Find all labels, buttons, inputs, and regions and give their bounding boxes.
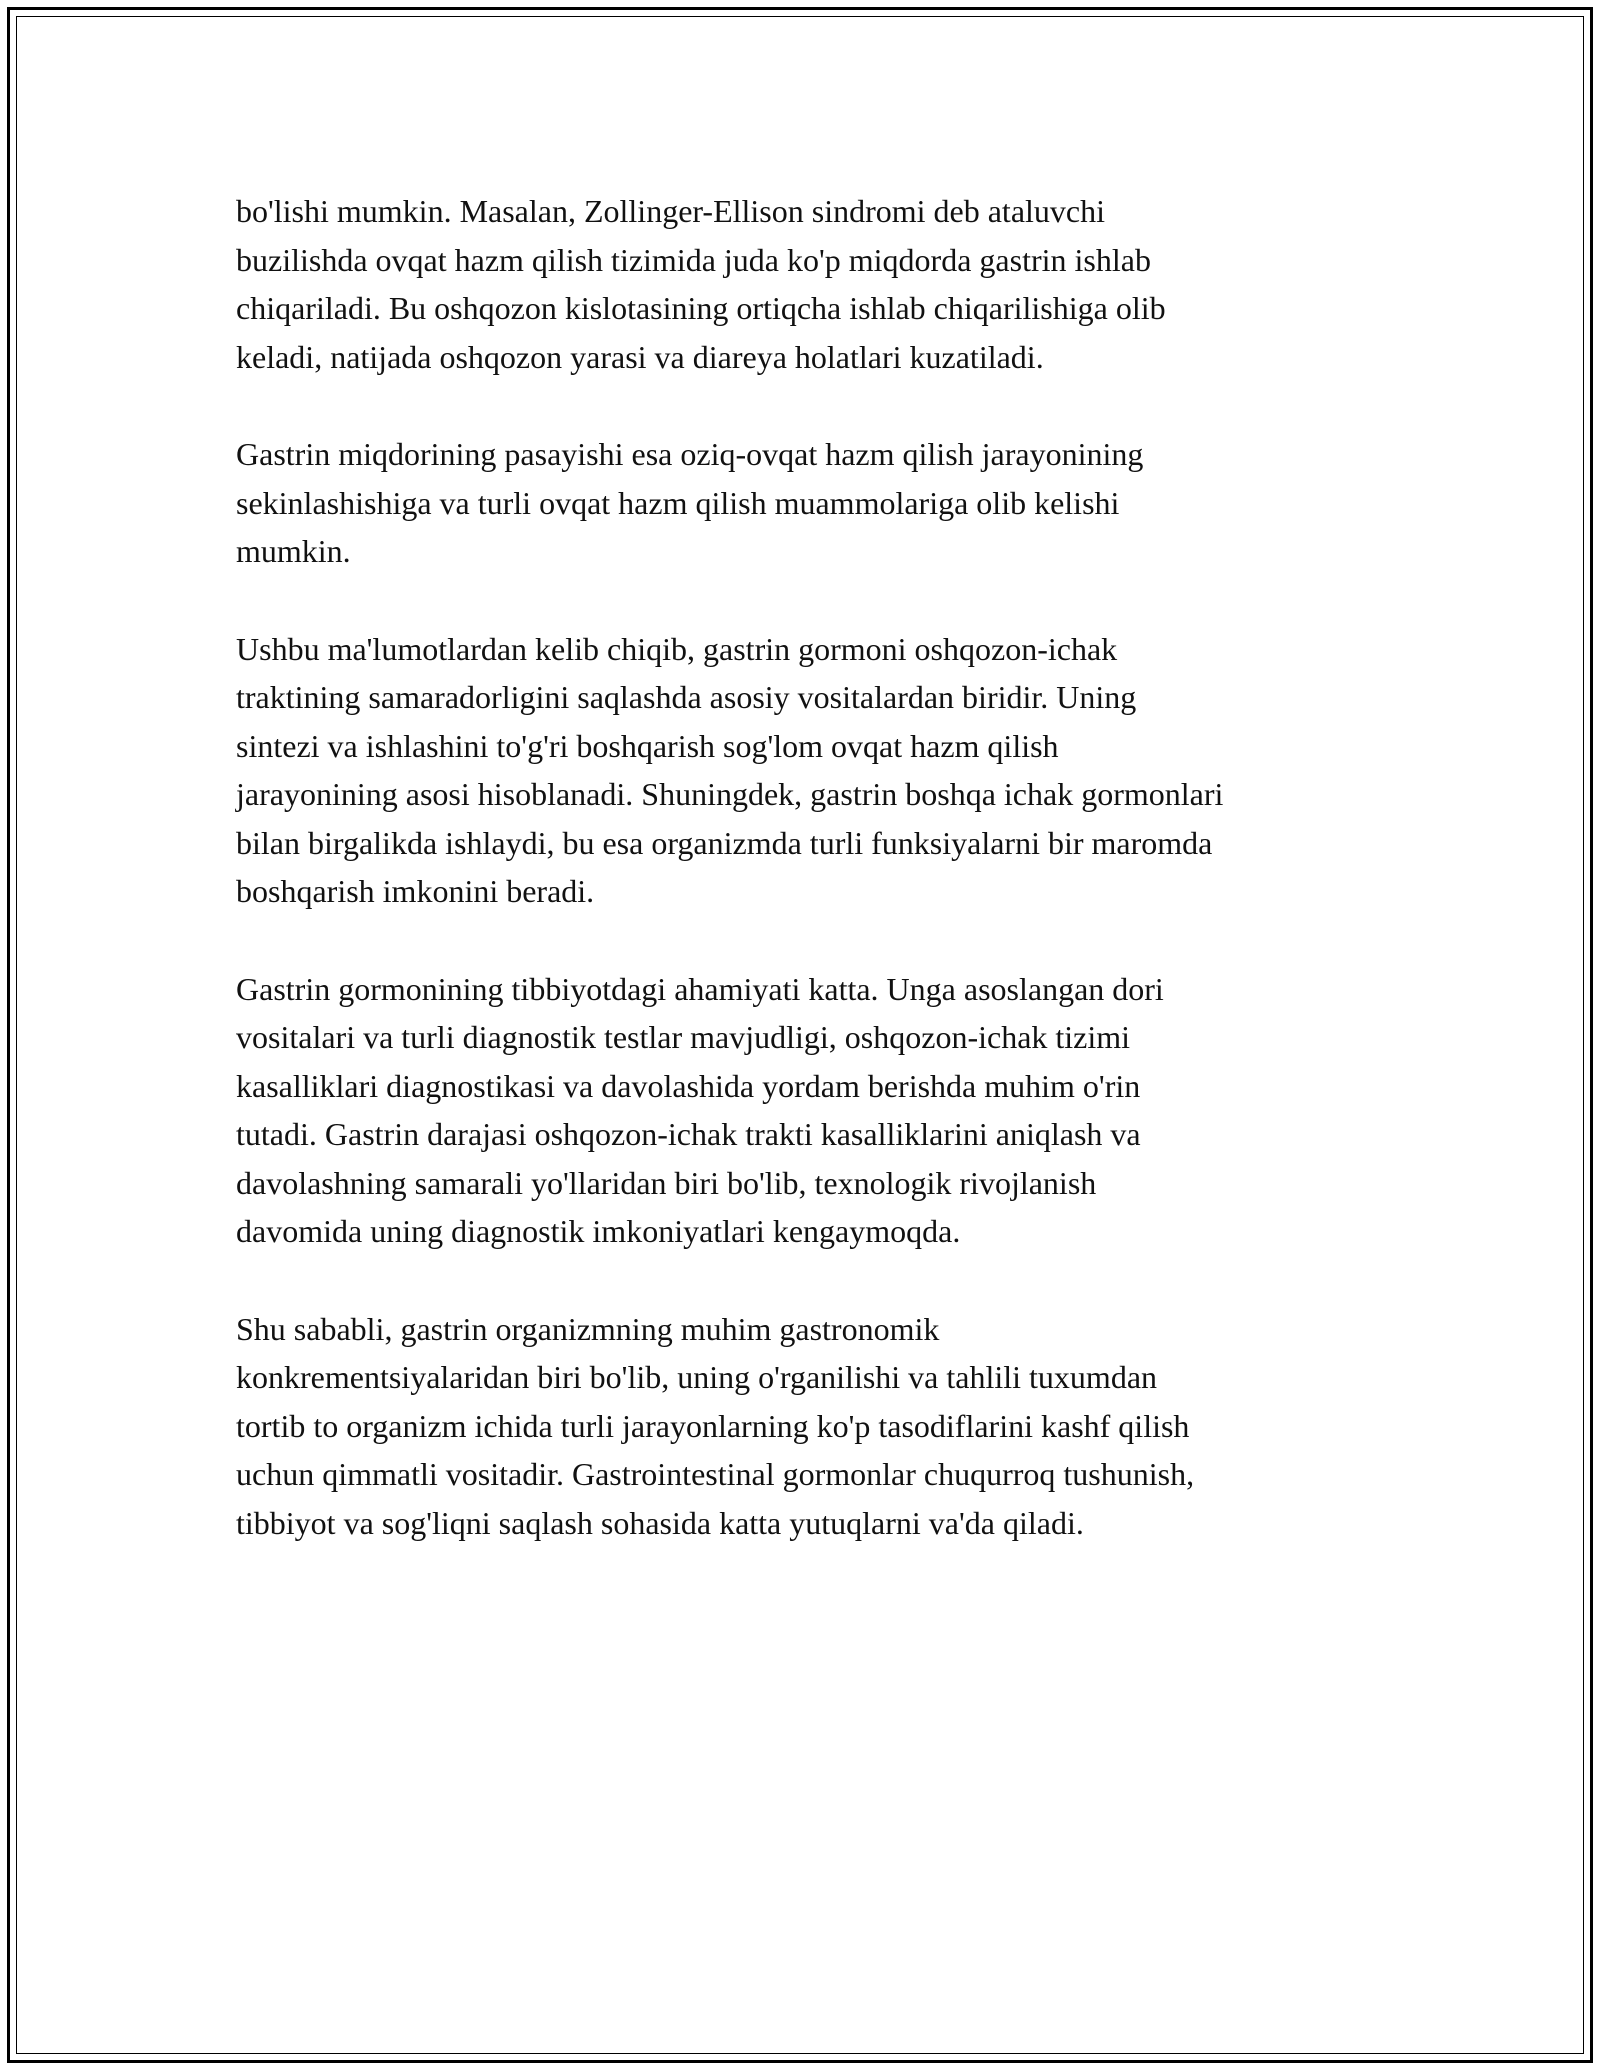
document-body xyxy=(236,187,1396,1596)
paragraph-3: Ushbu ma'lumotlardan kelib chiqib, gastrin gormoni oshqozon-ichak traktining samaradorligini saqlashda asosiy vositalardan biridir. Uning sintezi va ishlashini to'g'ri boshqarish sog'lom ovqat hazm qilish jarayonining asosi hisoblanadi. Shuningdek, gastrin boshqa ichak gormonlari bilan birgalikda ishlaydi, bu esa organizmda turli funksiyalarni bir maromda boshqarish imkonini beradi. xyxy=(236,630,1224,909)
paragraph-5: Shu sababli, gastrin organizmning muhim gastronomik konkrementsiyalaridan biri bo'lib, uning o'rganilishi va tahlili tuxumdan tortib to organizm ichida turli jarayonlarning ko'p tasodiflarini kashf qilish uchun qimmatli vositadir. Gastrointestinal gormonlar chuqurroq tushunish, tibbiyot va sog'liqni saqlash sohasida katta yutuqlarni va'da qiladi. xyxy=(236,1310,1195,1541)
paragraph-1: bo'lishi mumkin. Masalan, Zollinger-Ellison sindromi deb ataluvchi buzilishda ovqat hazm qilish tizimida juda ko'p miqdorda gastrin ishlab chiqariladi. Bu oshqozon kislotasining ortiqcha ishlab chiqarilishiga olib keladi, natijada oshqozon yarasi va diareya holatlari kuzatiladi. xyxy=(236,193,1166,375)
paragraph-4: Gastrin gormonining tibbiyotdagi ahamiyati katta. Unga asoslangan dori vositalari va turli diagnostik testlar mavjudligi, oshqozon-ichak tizimi kasalliklari diagnostikasi va davolashida yordam berishda muhim o'rin tutadi. Gastrin darajasi oshqozon-ichak trakti kasalliklarini aniqlash va davolashning samarali yo'llaridan biri bo'lib, texnologik rivojlanish davomida uning diagnostik imkoniyatlari kengaymoqda. xyxy=(236,970,1164,1249)
paragraph-2: Gastrin miqdorining pasayishi esa oziq-ovqat hazm qilish jarayonining sekinlashishiga va turli ovqat hazm qilish muammolariga olib kelishi mumkin. xyxy=(236,436,1144,569)
